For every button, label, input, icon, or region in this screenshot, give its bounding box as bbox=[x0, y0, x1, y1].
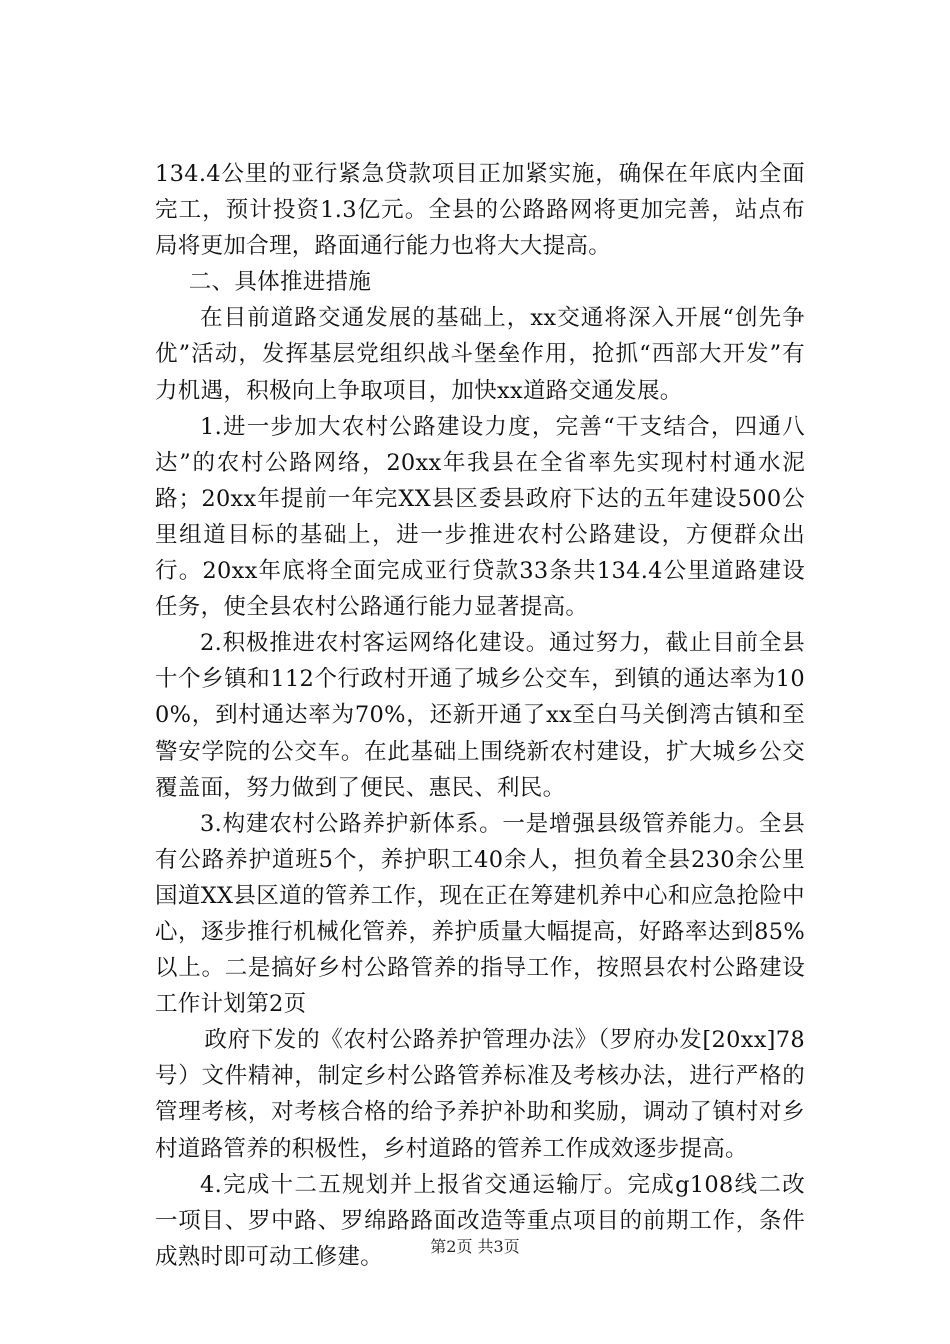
paragraph-intro: 在目前道路交通发展的基础上，xx交通将深入开展“创先争优”活动，发挥基层党组织战斗堡垒作用，抢抓“西部大开发”有力机遇，积极向上争取项目，加快xx道路交通发展。 bbox=[155, 305, 805, 404]
paragraph-item-1: 1.进一步加大农村公路建设力度，完善“干支结合，四通八达”的农村公路网络，20xx年我县在全省率先实现村村通水泥路；20xx年提前一年完XX县区委县政府下达的五年建设500公里组道目标的基础上，进一步推进农村公路建设，方便群众出行。20xx年底将全面完成亚行贷款33条共134.4公里道路建设任务，使全县农村公路通行能力显著提高。 bbox=[155, 413, 805, 621]
page-indicator: 第2页 共3页 bbox=[430, 1237, 520, 1256]
section-heading: 二、具体推进措施 bbox=[188, 269, 372, 296]
paragraph-item-2: 2.积极推进农村客运网络化建设。通过努力，截止目前全县十个乡镇和112个行政村开通了城乡公交车，到镇的通达率为100%，到村通达率为70%，还新开通了xx至白马关倒湾古镇和至警安学院的公交车。在此基础上围绕新农村建设，扩大城乡公交覆盖面，努力做到了便民、惠民、利民。 bbox=[155, 630, 805, 801]
document-body bbox=[155, 156, 805, 1275]
paragraph-item-4: 4.完成十二五规划并上报省交通运输厅。完成g108线二改一项目、罗中路、罗绵路路面改造等重点项目的前期工作，条件成熟时即可动工修建。 bbox=[155, 1171, 805, 1270]
paragraph-continuation: 134.4公里的亚行紧急贷款项目正加紧实施，确保在年底内全面完工，预计投资1.3亿元。全县的公路路网将更加完善，站点布局将更加合理，路面通行能力也将大大提高。 bbox=[155, 161, 805, 260]
paragraph-item-3-continued: 政府下发的《农村公路养护管理办法》（罗府办发[20xx]78号）文件精神，制定乡村公路管养标准及考核办法，进行严格的管理考核，对考核合格的给予养护补助和奖励，调动了镇村对乡村道路管养的积极性，乡村道路的管养工作成效逐步提高。 bbox=[155, 1027, 805, 1162]
page-footer bbox=[0, 1237, 950, 1257]
paragraph-item-3: 3.构建农村公路养护新体系。一是增强县级管养能力。全县有公路养护道班5个，养护职工40余人，担负着全县230余公里国道XX县区道的管养工作，现在正在筹建机养中心和应急抢险中心，逐步推行机械化管养，养护质量大幅提高，好路率达到85%以上。二是搞好乡村公路管养的指导工作，按照县农村公路建设工作计划第2页 bbox=[155, 810, 805, 1018]
